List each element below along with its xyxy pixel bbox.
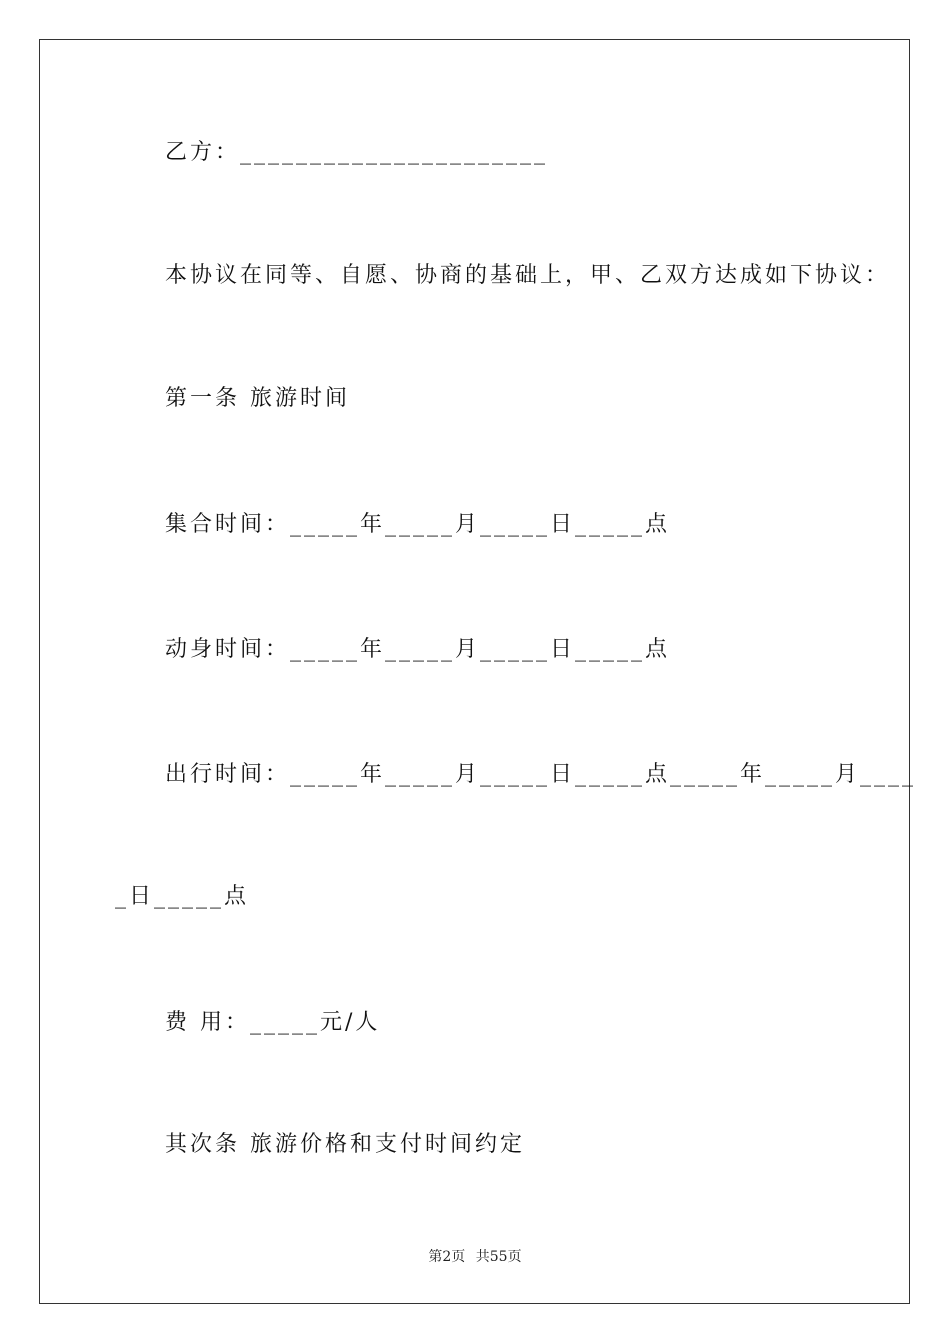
travel-time-line-continued: _日_____点 [115,884,250,909]
travel-time-line: 出行时间：_____年_____月_____日_____点_____年_____月____ [165,762,917,787]
page-frame [39,39,910,1304]
agreement-intro: 本协议在同等、自愿、协商的基础上，甲、乙双方达成如下协议： [165,263,891,288]
fee-line: 费 用：_____元/人 [165,1010,381,1035]
article-one-heading: 第一条 旅游时间 [165,386,350,411]
party-b-line: 乙方：______________________ [165,140,549,165]
page-footer [0,1246,950,1266]
departure-time-line: 动身时间：_____年_____月_____日_____点 [165,637,671,662]
gathering-time-line: 集合时间：_____年_____月_____日_____点 [165,512,671,537]
total-pages: 共55页 [475,1249,522,1265]
page-number: 第2页 [428,1249,466,1265]
article-two-heading: 其次条 旅游价格和支付时间约定 [165,1132,525,1157]
